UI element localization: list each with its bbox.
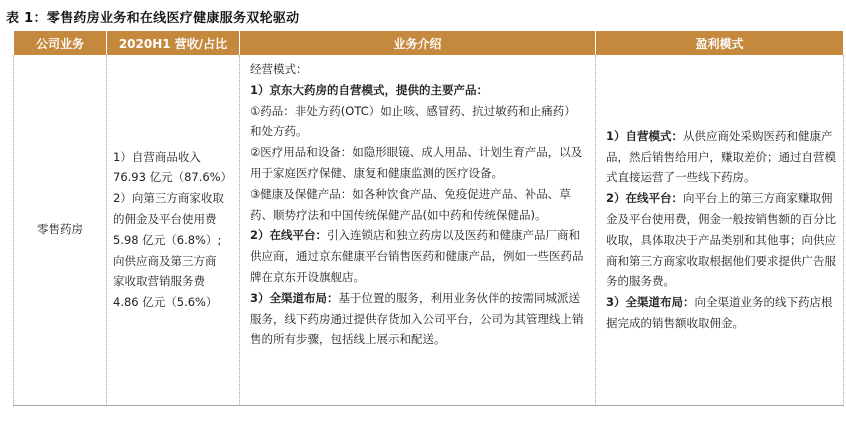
profit-omni: [606, 292, 837, 334]
revenue-line: 4.86 亿元（5.6%）: [113, 295, 218, 310]
profit-self: [606, 126, 837, 188]
table-row: [14, 55, 844, 405]
profit-online: [606, 188, 837, 292]
intro-omni: [250, 288, 587, 350]
profit-online-title: 2）在线平台：: [606, 191, 684, 206]
profit-online-text: 向平台上的第三方商家赚取佣金及平台使用费，佣金一般按销售额的百分比收取，具体取决于产品类别和其他事；向供应商和第三方商家收取根据他们要求提供广告服务的服务费。: [606, 191, 836, 289]
intro-online-title: 2）在线平台：: [250, 228, 328, 243]
intro-omni-text: 基于位置的服务，利用业务伙伴的按需同城派送服务，线下药房通过提供存货加入公司平台，公司为其管理线上销售的所有步骤，包括线上展示和配送。: [250, 290, 584, 347]
revenue-line: 5.98 亿元（6.8%）;: [113, 232, 222, 247]
revenue-line: 向供应商及第三方商: [113, 253, 217, 268]
revenue-line: 2）向第三方商家收取: [113, 191, 224, 206]
intro-online: [250, 225, 587, 287]
intro-heading: 经营模式：: [250, 62, 308, 76]
intro-self-title: 1）京东大药房的自营模式，提供的主要产品：: [250, 82, 488, 97]
business-table: [13, 31, 844, 406]
profit-omni-title: 3）全渠道布局：: [606, 295, 695, 310]
revenue-line: 的佣金及平台使用费: [113, 211, 217, 226]
profit-omni-text: 向全渠道业务的线下药店根据完成的销售额收取佣金。: [606, 295, 833, 330]
intro-item-drugs: ①药品：非处方药(OTC）如止咳、感冒药、抗过敏药和止痛药）和处方药。: [250, 103, 576, 139]
cell-revenue: [107, 55, 240, 405]
header-profit: 盈利模式: [596, 31, 844, 55]
intro-item-devices: ②医疗用品和设备：如隐形眼镜、成人用品、计划生育产品，以及用于家庭医疗保健、康复和健康监测的医疗设备。: [250, 145, 583, 180]
header-business: 公司业务: [14, 31, 107, 55]
revenue-line: 家收取营销服务费: [113, 274, 205, 289]
revenue-line: 1）自营商品收入: [113, 149, 201, 164]
profit-self-text: 从供应商处采购医药和健康产品，然后销售给用户，赚取差价；通过自营模式直接运营了一些线下药房。: [606, 128, 836, 185]
cell-profit: [596, 55, 844, 405]
profit-self-title: 1）自营模式：: [606, 128, 684, 143]
header-intro: 业务介绍: [240, 31, 596, 55]
header-revenue: 2020H1 营收/占比: [107, 31, 240, 55]
cell-business: 零售药房: [14, 55, 107, 405]
intro-item-health: ③健康及保健产品：如各种饮食产品、免疫促进产品、补品、草药、顺势疗法和中国传统保健产品(如中药和传统保健品)。: [250, 186, 571, 222]
header-row: [14, 31, 844, 55]
intro-online-text: 引入连锁店和独立药房以及医药和健康产品厂商和供应商，通过京东健康平台销售医药和健康产品，例如一些医药品牌在京东开设旗舰店。: [250, 228, 584, 284]
table-title: 表 1：零售药房业务和在线医疗健康服务双轮驱动: [6, 11, 300, 26]
intro-omni-title: 3）全渠道布局：: [250, 290, 339, 305]
cell-intro: [240, 55, 596, 405]
revenue-line: 76.93 亿元（87.6%）: [113, 170, 233, 185]
